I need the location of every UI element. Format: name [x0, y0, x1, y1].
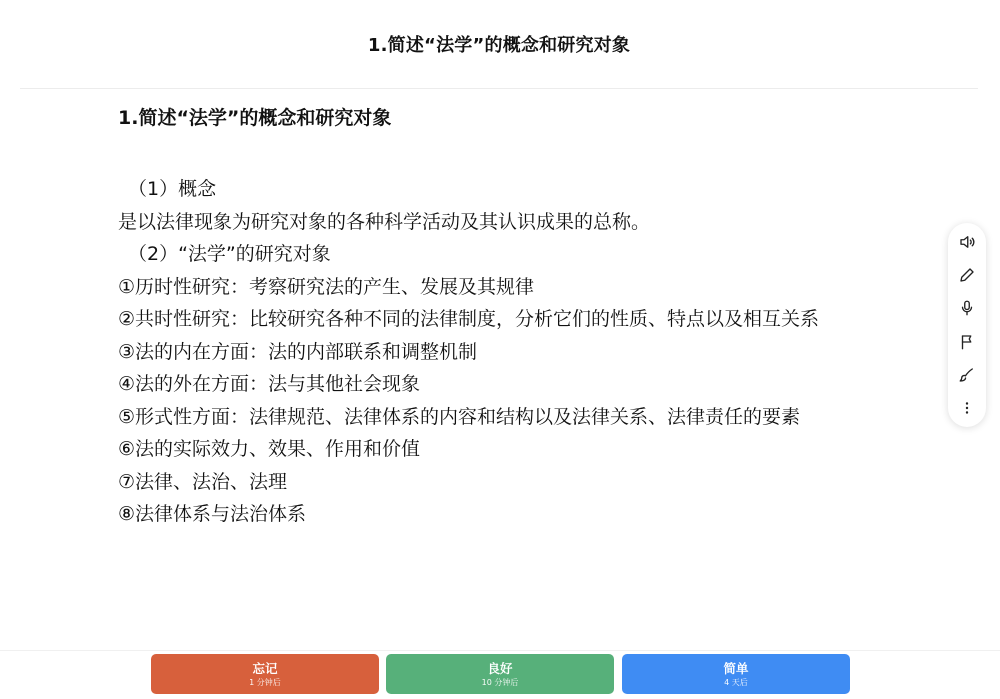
- good-interval: 10 分钟后: [481, 677, 519, 687]
- card-content: [118, 104, 938, 531]
- list-item: ⑥法的实际效力、效果、作用和价值: [118, 438, 421, 460]
- pencil-icon[interactable]: [954, 262, 980, 288]
- again-interval: 1 分钟后: [249, 677, 281, 687]
- list-item: ①历时性研究：考察研究法的产生、发展及其规律: [118, 275, 535, 298]
- section-heading-concept: （1）概念: [128, 178, 217, 200]
- page-title: 1.简述“法学”的概念和研究对象: [367, 35, 631, 56]
- list-item: ④法的外在方面：法与其他社会现象: [118, 373, 421, 395]
- card-title: 1.简述“法学”的概念和研究对象: [118, 107, 392, 129]
- side-toolbar: [948, 223, 986, 427]
- list-item: ⑤形式性方面：法律规范、法律体系的内容和结构以及法律关系、法律责任的要素: [118, 405, 801, 428]
- easy-button[interactable]: [622, 654, 850, 694]
- list-item: ②共时性研究：比较研究各种不同的法律制度，分析它们的性质、特点以及相互关系: [118, 308, 820, 330]
- answer-bar: [0, 650, 1000, 699]
- again-label: 忘记: [252, 660, 278, 676]
- easy-interval: 4 天后: [724, 677, 748, 687]
- good-label: 良好: [487, 660, 513, 676]
- more-icon[interactable]: [954, 395, 980, 421]
- speaker-icon[interactable]: [954, 229, 980, 255]
- microphone-icon[interactable]: [954, 295, 980, 321]
- list-item: ③法的内在方面：法的内部联系和调整机制: [118, 340, 478, 363]
- concept-text: 是以法律现象为研究对象的各种科学活动及其认识成果的总称。: [118, 210, 651, 233]
- section-heading-objects: （2）“法学”的研究对象: [128, 243, 331, 265]
- good-button[interactable]: [386, 654, 614, 694]
- list-item: ⑦法律、法治、法理: [118, 470, 288, 493]
- flag-icon[interactable]: [954, 329, 980, 355]
- list-item: ⑧法律体系与法治体系: [118, 503, 307, 525]
- easy-label: 简单: [723, 660, 749, 676]
- again-button[interactable]: [151, 654, 379, 694]
- header: [20, 0, 978, 89]
- brush-icon[interactable]: [954, 362, 980, 388]
